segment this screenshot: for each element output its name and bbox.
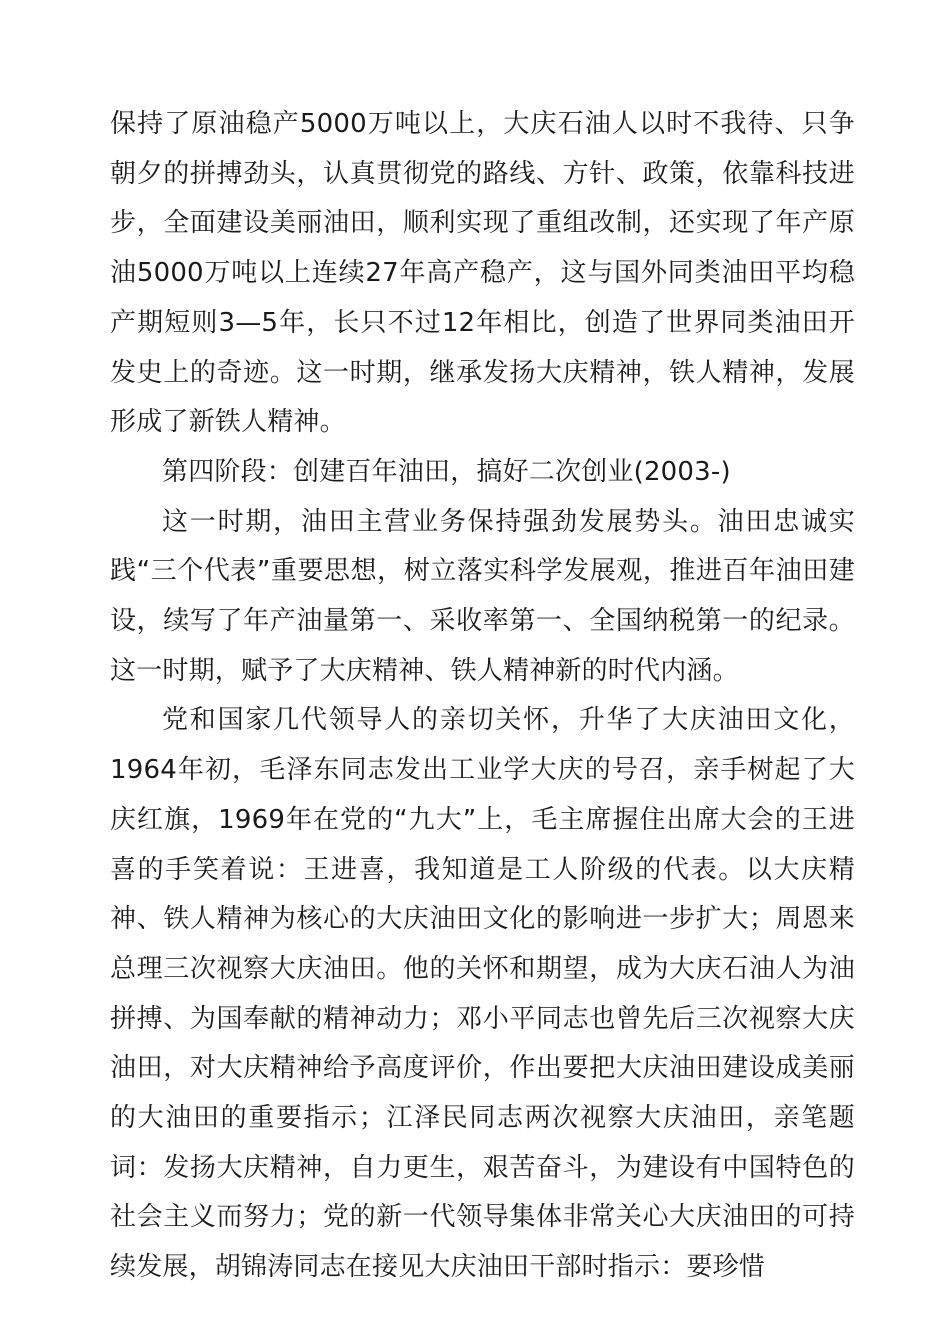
section-heading-stage-four: 第四阶段：创建百年油田，搞好二次创业(2003-) <box>162 456 731 487</box>
paragraph-stage-four: 这一时期，油田主营业务保持强劲发展势头。油田忠诚实践“三个代表”重要思想，树立落实科学发展观，推进百年油田建设，续写了年产油量第一、采收率第一、全国纳税第一的纪录。这一时期，赋予了大庆精神、铁人精神新的时代内涵。 <box>110 506 855 686</box>
paragraph-leaders-care: 党和国家几代领导人的亲切关怀，升华了大庆油田文化，1964年初，毛泽东同志发出工业学大庆的号召，亲手树起了大庆红旗，1969年在党的“九大”上，毛主席握住出席大会的王进喜的手笑着说：王进喜，我知道是工人阶级的代表。以大庆精神、铁人精神为核心的大庆油田文化的影响进一步扩大；周恩来总理三次视察大庆油田。他的关怀和期望，成为大庆石油人为油拼搏、为国奉献的精神动力；邓小平同志也曾先后三次视察大庆油田，对大庆精神给予高度评价，作出要把大庆油田建设成美丽的大油田的重要指示；江泽民同志两次视察大庆油田，亲笔题词：发扬大庆精神，自力更生，艰苦奋斗，为建设有中国特色的社会主义而努力；党的新一代领导集体非常关心大庆油田的可持续发展，胡锦涛同志在接见大庆油田干部时指示：要珍惜 <box>110 705 855 1283</box>
document-body <box>110 100 855 1293</box>
paragraph-continuation: 保持了原油稳产5000万吨以上，大庆石油人以时不我待、只争朝夕的拼搏劲头，认真贯彻党的路线、方针、政策，依靠科技进步，全面建设美丽油田，顺利实现了重组改制，还实现了年产原油5000万吨以上连续27年高产稳产，这与国外同类油田平均稳产期短则3—5年，长只不过12年相比，创造了世界同类油田开发史上的奇迹。这一时期，继承发扬大庆精神，铁人精神，发展形成了新铁人精神。 <box>110 109 855 438</box>
